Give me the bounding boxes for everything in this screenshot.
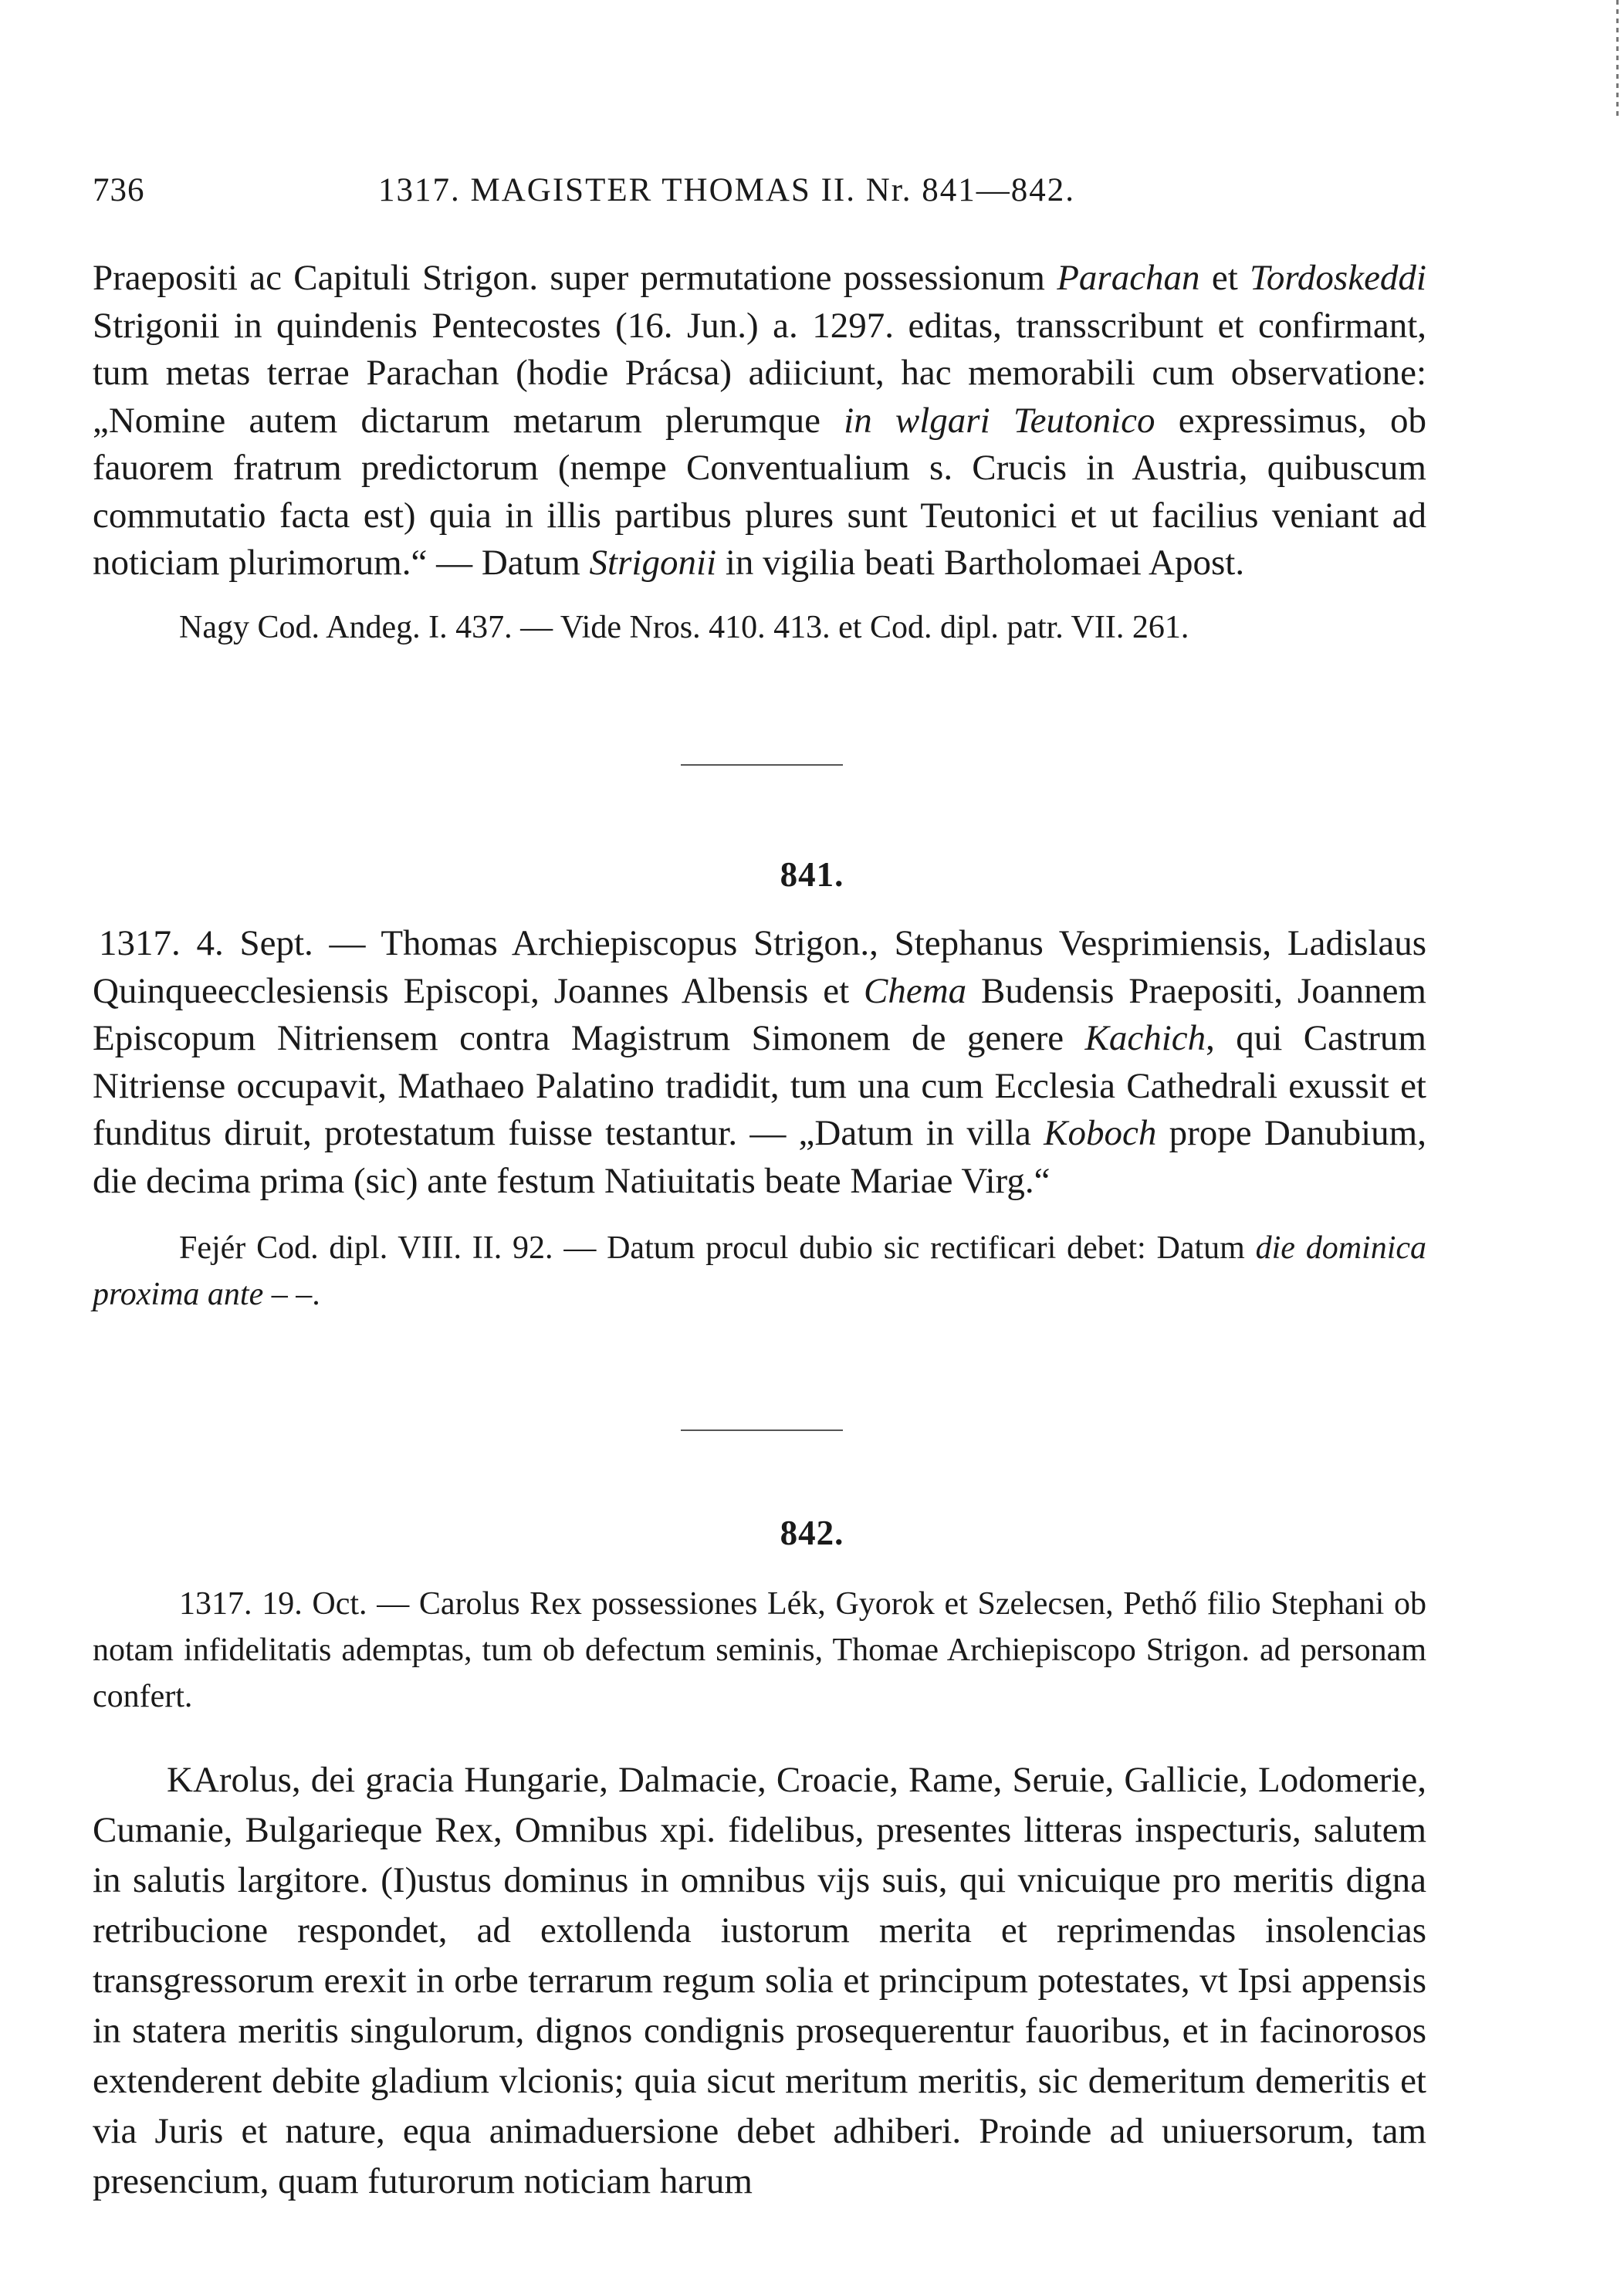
text-run: – –. [263, 1277, 320, 1312]
clan-name: Kachich [1084, 1018, 1206, 1058]
scan-edge-mark [1616, 0, 1619, 116]
text-run: Budensis Praepositi, Joannem Episcopum Nitriensem contra Magistrum Simonem de genere [93, 970, 1426, 1058]
person-name: Chema [864, 970, 967, 1011]
page-number: 736 [93, 172, 145, 208]
entry-842-summary: 1317. 19. Oct. — Carolus Rex possessiones Lék, Gyorok et Szelecsen, Pethő filio Stephani ob notam infidelitatis ademptas, tum ob defectum seminis, Thomae Archiepiscopo Strigon. ad personam confert. [93, 1586, 1426, 1714]
place-name: Strigonii [589, 543, 717, 583]
entry-842-block [93, 1581, 1426, 2207]
text-run: Praepositi ac Capituli Strigon. super permutatione possessionum [93, 258, 1057, 298]
place-name: Parachan [1057, 258, 1200, 298]
entry-842-charter-text: KArolus, dei gracia Hungarie, Dalmacie, Croacie, Rame, Seruie, Gallicie, Lodomerie, Cumanie, Bulgarieque Rex, Omnibus xpi. fidelibus, presentes litteras inspecturis, salutem in salutis largitore. (I)ustus dominus in omnibus vijs suis, qui vnicuique pro meritis digna retribucione respondet, ad extollenda iustorum merita et reprimendas insolencias transgressorum erexit in orbe terrarum regum solia et principum potestates, vt Ipsi appensis in statera meritis singulorum, dignos condignis prosequerentur fauoribus, et in facinorosos extenderent debite gladium vlcionis; quia sicut meritum meritis, sic demeritum demeritis et via Juris et nature, equa animaduersione debet adhiberi. Proinde ad uniuersorum, tam presencium, quam futurorum noticiam harum [93, 1760, 1426, 2201]
text-run: in vigilia beati Bartholomaei Apost. [716, 543, 1245, 583]
section-divider [681, 1429, 843, 1431]
continuation-block [93, 255, 1426, 651]
section-divider [681, 764, 843, 766]
text-run: et [1199, 258, 1250, 298]
text-run: Fejér Cod. dipl. VIII. II. 92. — Datum procul dubio sic rectificari debet: Datum [179, 1230, 1256, 1266]
entry-841-block [93, 920, 1426, 1318]
italic-phrase: die dominica proxima ante [93, 1230, 1427, 1312]
entry-841-summary [93, 920, 1426, 1205]
entry-number-841: 841. [780, 855, 844, 894]
italic-phrase: in wlgari Teutonico [844, 400, 1155, 441]
text-run: Strigonii in quindenis Pentecostes (16. Jun.) a. 1297. editas, transscribunt et confirmant, tum metas terrae Parachan (hodie Prácsa) adiiciunt, hac memorabili cum observatione: „Nomine autem dictarum metarum plerumque [93, 305, 1426, 441]
text-run: prope Danubium, die decima prima (sic) ante festum Natiuitatis beate Mariae Virg.“ [93, 1113, 1426, 1201]
text-run: , qui Castrum Nitriense occupavit, Mathaeo Palatino tradidit, tum una cum Ecclesia Cathedrali exussit et funditus diruit, protestatum fuisse testantur. — „Datum in villa [93, 1018, 1426, 1153]
entry-841-note [93, 1225, 1426, 1318]
place-name: Tordoskeddi [1250, 258, 1426, 298]
continuation-paragraph [93, 255, 1426, 587]
running-head: 1317. MAGISTER THOMAS II. Nr. 841—842. [378, 172, 1075, 208]
text-run: expressimus, ob fauorem fratrum predictorum (nempe Conventualium s. Crucis in Austria, quibuscum commutatio facta est) quia in illis partibus plures sunt Teutonici et ut facilius veniant ad noticiam plurimorum.“ — Datum [93, 400, 1426, 583]
entry-number-842: 842. [780, 1514, 844, 1552]
text-run: 1317. 4. Sept. — Thomas Archiepiscopus Strigon., Stephanus Vesprimiensis, Ladislaus Quinqueecclesiensis Episcopi, Joannes Albensis et [93, 923, 1426, 1011]
place-name: Koboch [1044, 1113, 1157, 1153]
source-note: Nagy Cod. Andeg. I. 437. — Vide Nros. 410. 413. et Cod. dipl. patr. VII. 261. [179, 609, 1189, 645]
